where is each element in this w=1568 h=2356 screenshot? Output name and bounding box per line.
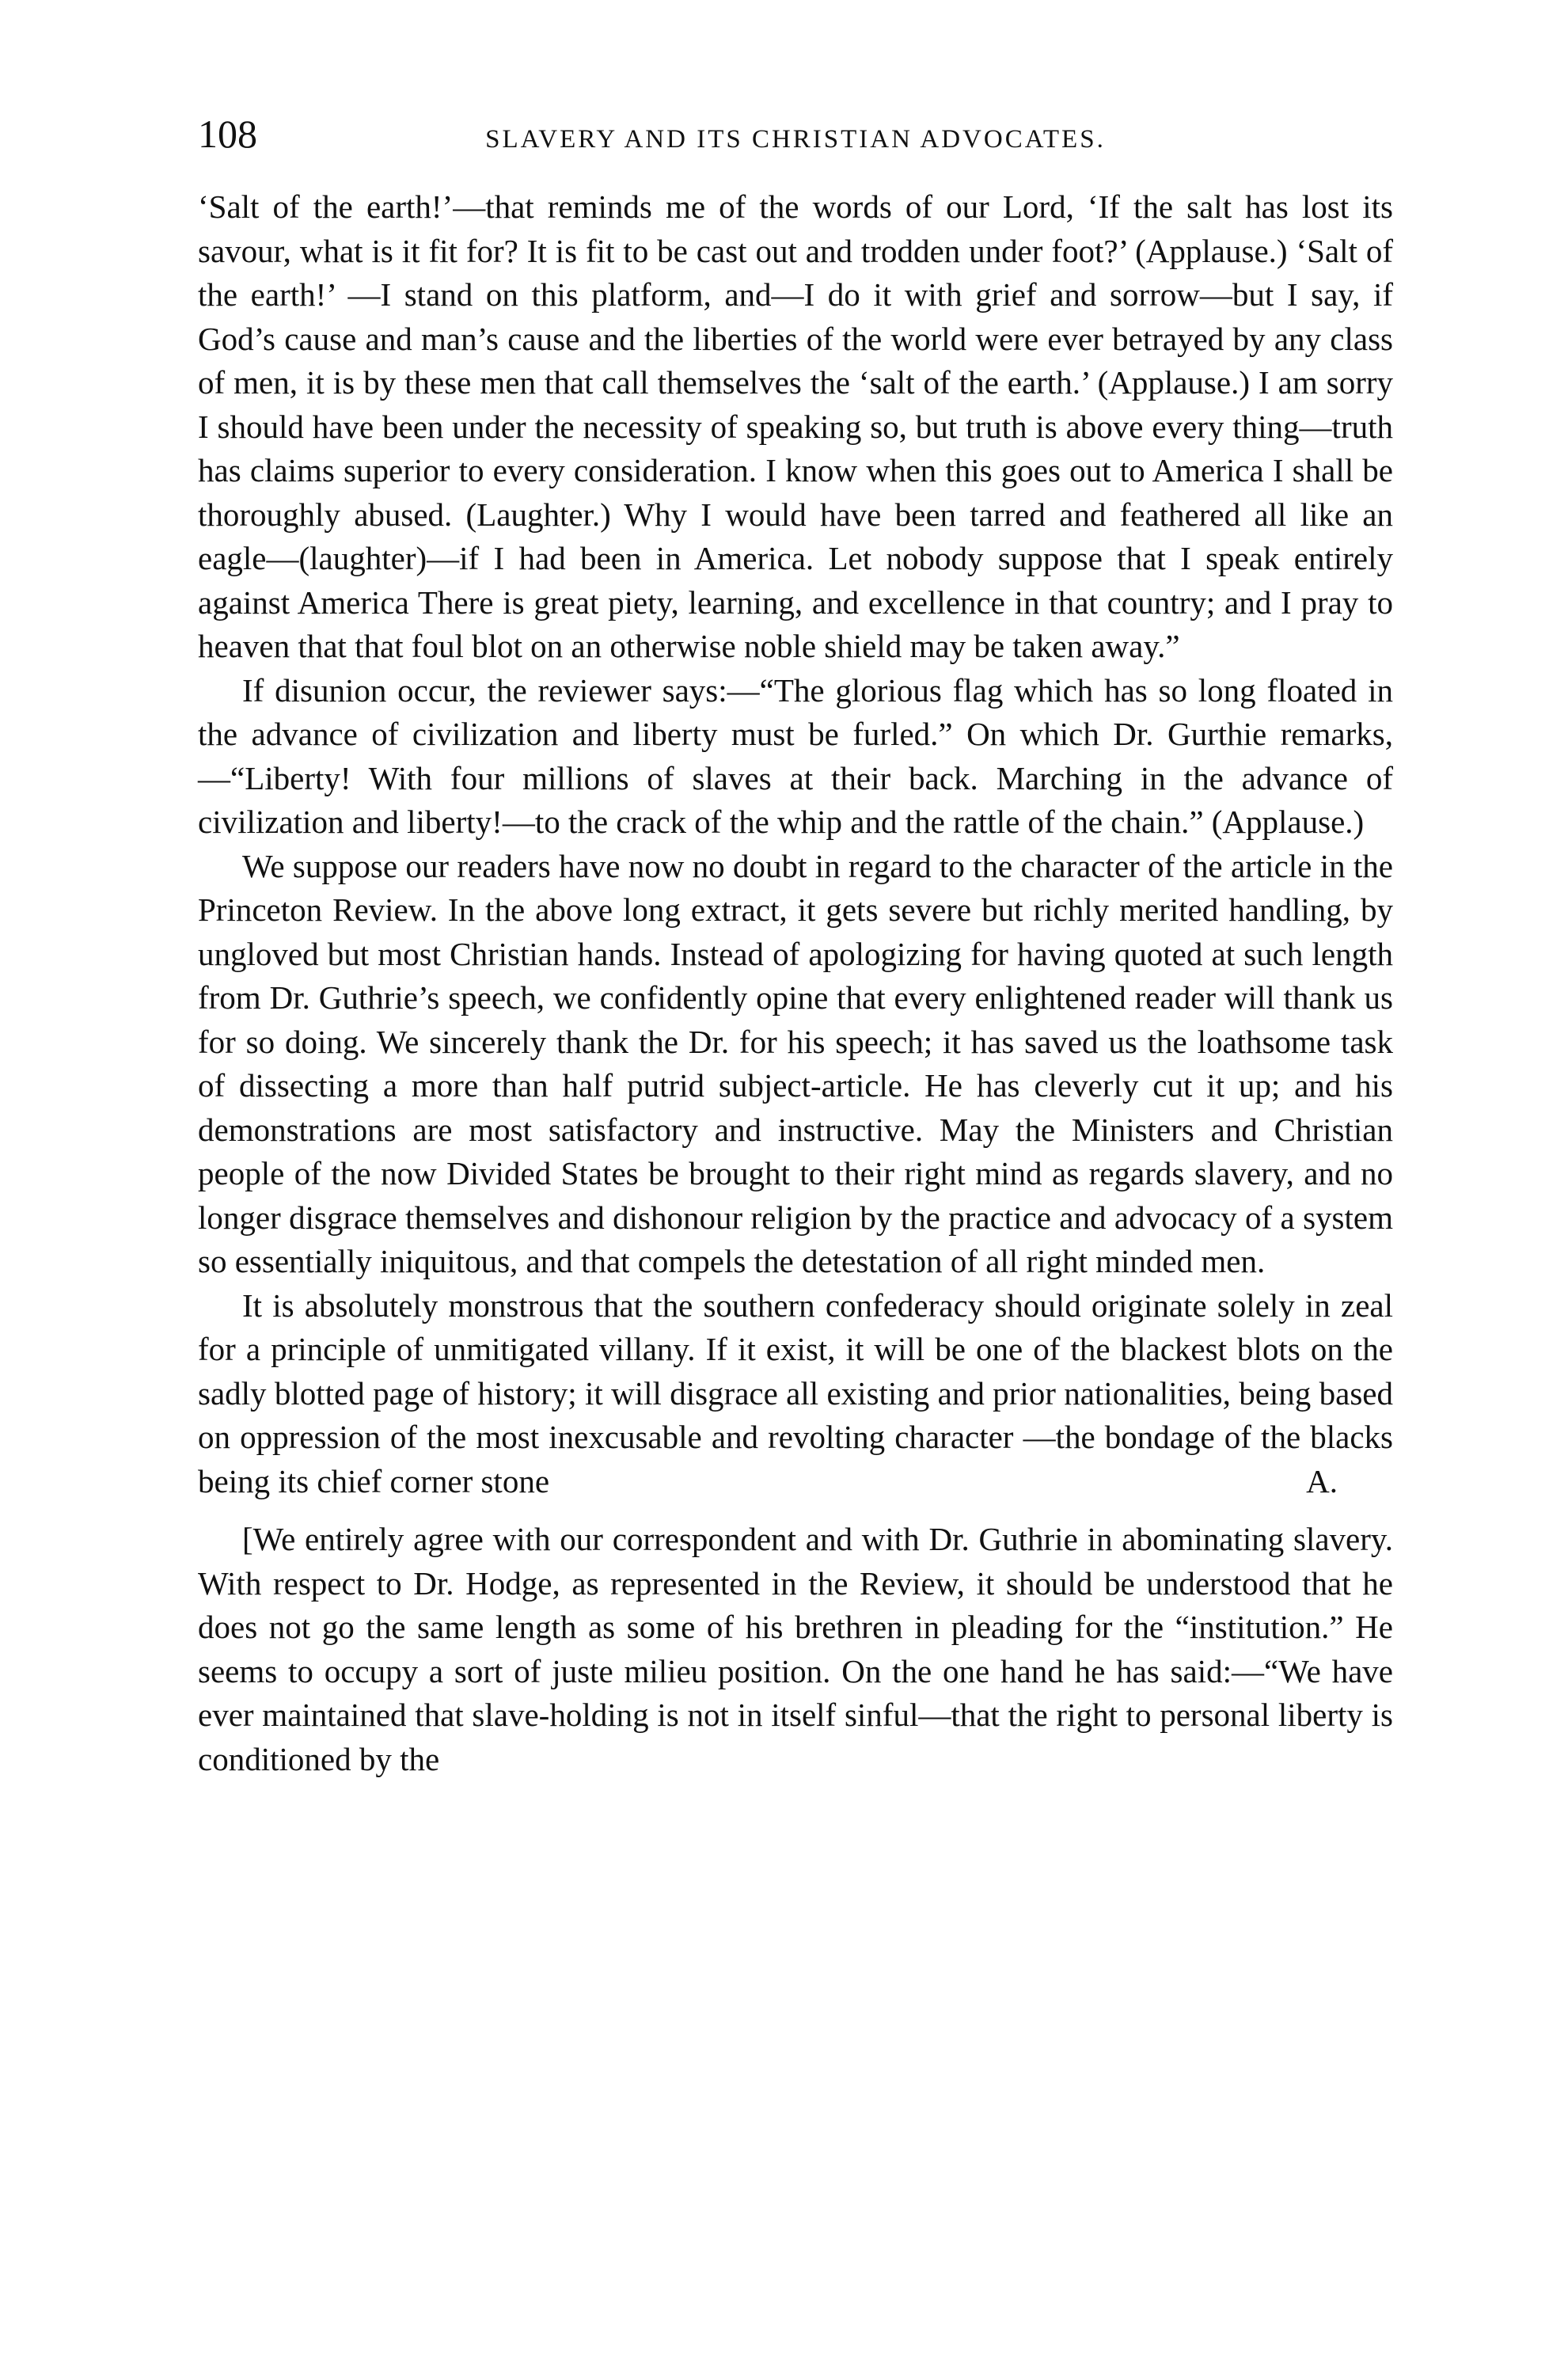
paragraph-text: We suppose our readers have now no doubt in regard to the character of the article in the Princeton Review. In the above long extract, it gets severe but richly merited handling, by ungloved but most Christian hands. Instead of apologizing for having quoted at such length from Dr. Guthrie’s speech, we confidently opine that every enlightened reader will thank us for so doing. We sincerely thank the Dr. for his speech; it has saved us the loathsome task of dissecting a more than half putrid subject-article. He has cleverly cut it up; and his demonstrations are most satisfactory and instructive. May the Ministers and Christian people of the now Divided States be brought to their right mind as regards slavery, and no longer disgrace themselves and dishonour religion by the practice and advocacy of a system so essentially iniquitous, and that compels the detestation of all right minded men.	[198, 847, 1393, 1279]
paragraph-text: [We entirely agree with our correspondent and with Dr. Guthrie in abominating slavery. With respect to Dr. Hodge, as represented in the Review, it should be understood that he does not go the same length as some of his brethren in pleading for the “institution.” He seems to occupy a sort of juste milieu position. On the one hand he has said:—“We have ever maintained that slave-holding is not in itself sinful—that the right to personal liberty is conditioned by the	[198, 1521, 1393, 1777]
body-text	[198, 185, 1393, 1781]
paragraph-4	[198, 1284, 1393, 1504]
paragraph-text: ‘Salt of the earth!’—that reminds me of the words of our Lord, ‘If the salt has lost its savour, what is it fit for? It is fit to be cast out and trodden under foot?’ (Applause.) ‘Salt of the earth!’ —I stand on this platform, and—I do it with grief and sorrow—but I say, if God’s cause and man’s cause and the liberties of the world were ever betrayed by any class of men, it is by these men that call themselves the ‘salt of the earth.’ (Applause.) I am sorry I should have been under the necessity of speaking so, but truth is above every thing—truth has claims superior to every consideration. I know when this goes out to America I shall be thoroughly abused. (Laughter.) Why I would have been tarred and feathered all like an eagle—(laughter)—if I had been in America. Let nobody suppose that I speak entirely against America There is great piety, learning, and excellence in that country; and I pray to heaven that that foul blot on an otherwise noble shield may be taken away.”	[198, 188, 1393, 664]
paragraph-1	[198, 185, 1393, 669]
page-number: 108	[198, 112, 257, 156]
paragraph-5	[198, 1518, 1393, 1781]
page-header	[198, 111, 1393, 166]
page	[198, 111, 1393, 1781]
running-title: SLAVERY AND ITS CHRISTIAN ADVOCATES.	[485, 125, 1106, 154]
author-signature: A.	[1306, 1462, 1338, 1499]
paragraph-2	[198, 669, 1393, 845]
paragraph-text: If disunion occur, the reviewer says:—“The glorious flag which has so long floated in the advance of civilization and liberty must be furled.” On which Dr. Gurthie remarks,—“Liberty! With four millions of slaves at their back. Marching in the advance of civilization and liberty!—to the crack of the whip and the rattle of the chain.” (Applause.)	[198, 671, 1393, 840]
paragraph-text: It is absolutely monstrous that the southern confederacy should originate solely in zeal for a principle of unmitigated villany. If it exist, it will be one of the blackest blots on the sadly blotted page of history; it will disgrace all existing and prior nationalities, being based on oppression of the most inexcusable and revolting character —the bondage of the blacks being its chief corner stone	[198, 1286, 1393, 1499]
paragraph-3	[198, 845, 1393, 1284]
